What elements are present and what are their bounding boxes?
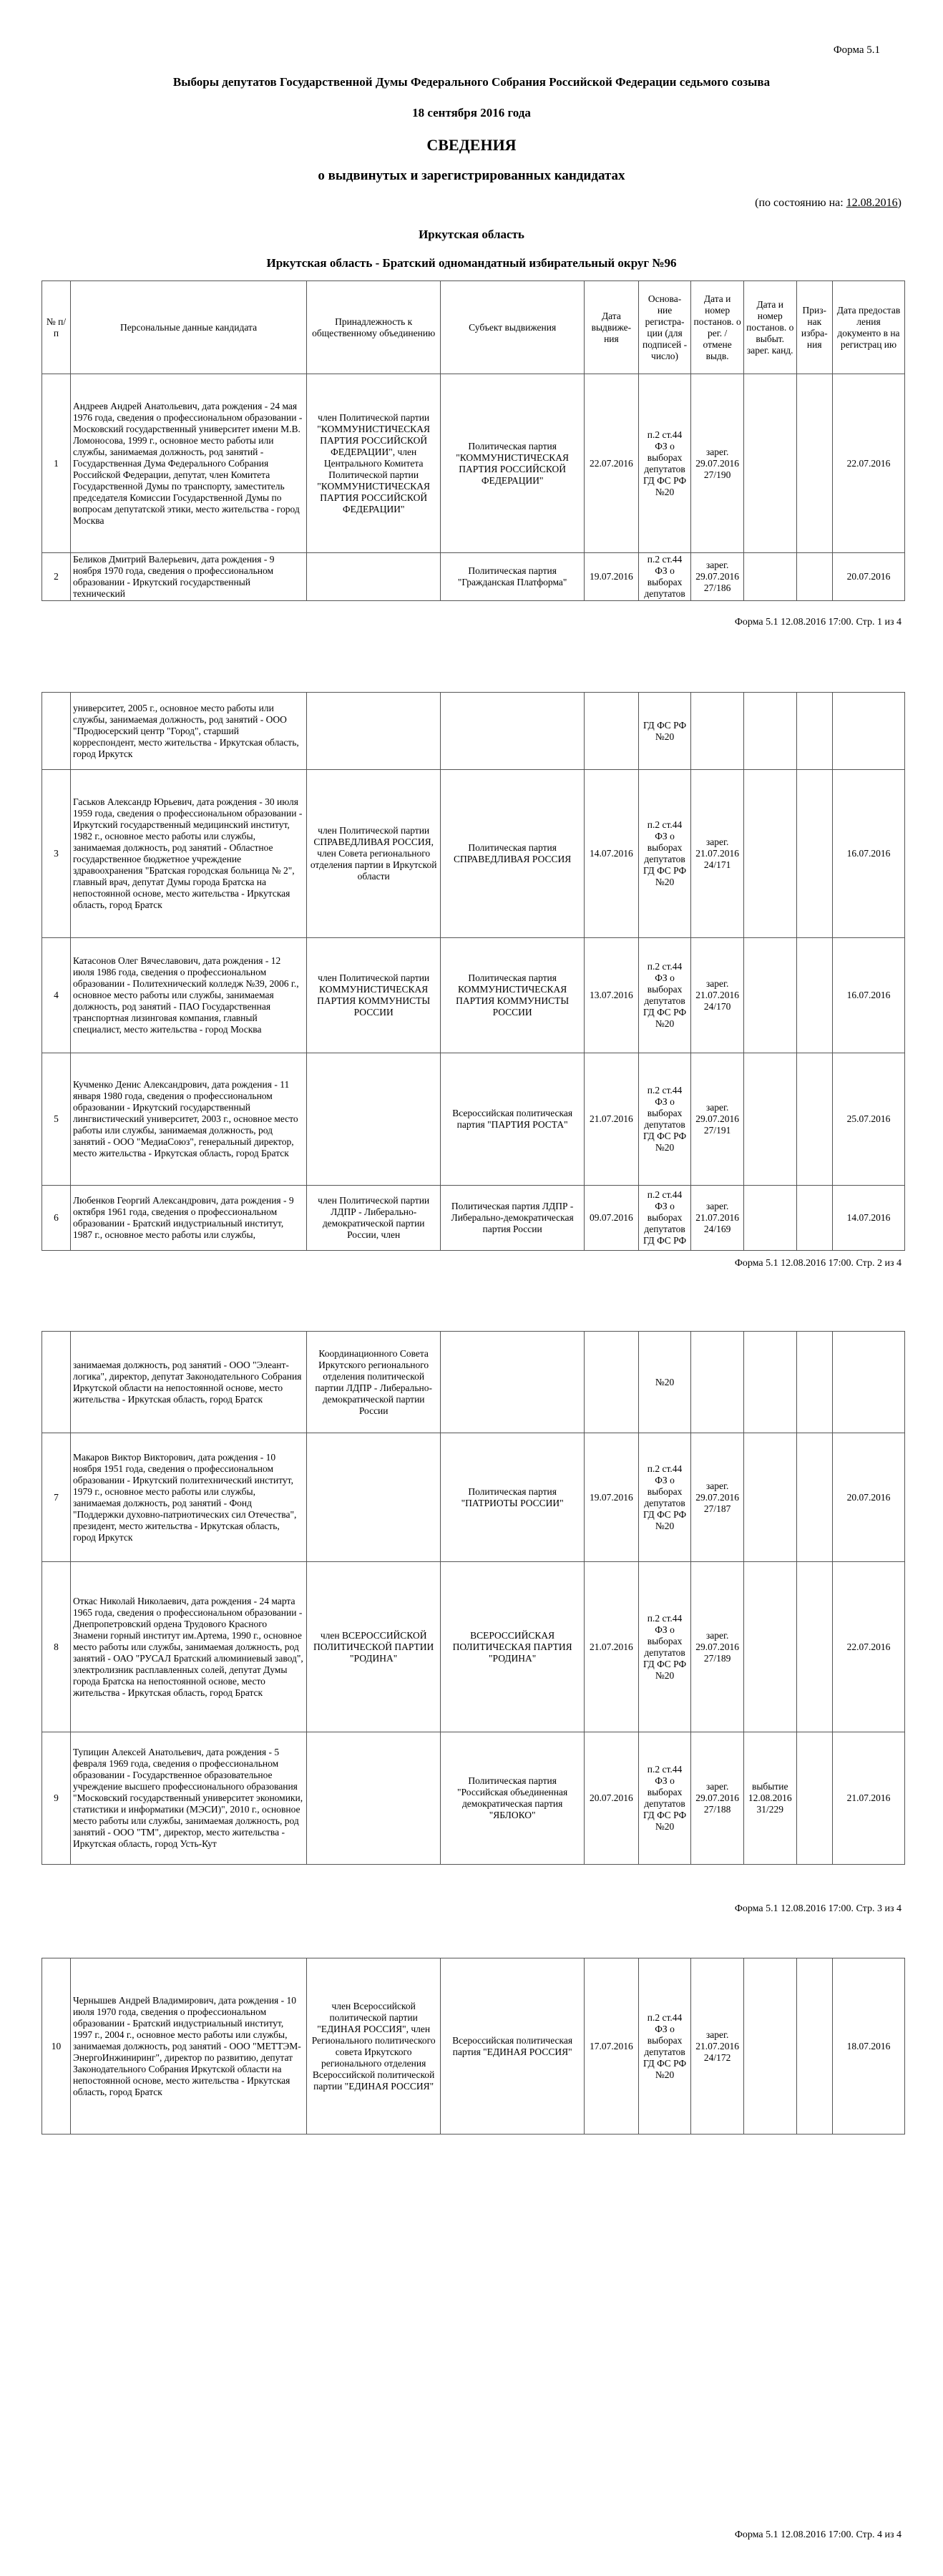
table-row — [42, 1562, 905, 1732]
nomination-date: 17.07.2016 — [585, 1958, 639, 2135]
nominating-subject: Всероссийская политическая партия "ЕДИНАЯ РОССИЯ" — [441, 1958, 585, 2135]
row-number: 2 — [42, 553, 71, 601]
party-affiliation: Координационного Совета Иркутского регионального отделения политической партии ЛДПР - Либерально-демократической партии России — [307, 1332, 441, 1433]
table-header-row — [42, 281, 905, 374]
elected-flag — [796, 374, 832, 553]
documents-date: 22.07.2016 — [833, 1562, 905, 1732]
party-affiliation: член ВСЕРОССИЙСКОЙ ПОЛИТИЧЕСКОЙ ПАРТИИ "РОДИНА" — [307, 1562, 441, 1732]
candidate-personal-data: занимаемая должность, род занятий - ООО "Элеант-логика", директор, депутат Законодательного Собрания Иркутской области на непостоянной основе, место жительства - Иркутская область, город Братск — [70, 1332, 306, 1433]
candidate-personal-data: Гаськов Александр Юрьевич, дата рождения - 30 июля 1959 года, сведения о профессиональном образовании - Иркутский государственный медицинский институт, 1982 г., основное место работы или службы, занимаемая должность, род занятий - Областное государственное бюджетное учреждение здравоохранения "Братская городская больница № 2", главный врач, депутат Думы города Братска на непостоянной основе, место жительства - Иркутская область, город Братск — [70, 770, 306, 938]
nomination-date — [585, 1332, 639, 1433]
nomination-date: 09.07.2016 — [585, 1186, 639, 1251]
page-footer-3: Форма 5.1 12.08.2016 17:00. Стр. 3 из 4 — [734, 1903, 902, 1914]
registration-decision: зарег. 29.07.2016 27/187 — [691, 1433, 744, 1562]
nomination-date: 22.07.2016 — [585, 374, 639, 553]
registration-decision: зарег. 29.07.2016 27/188 — [691, 1732, 744, 1865]
row-number: 10 — [42, 1958, 71, 2135]
party-affiliation: член Политической партии ЛДПР - Либерально-демократической партии России, член — [307, 1186, 441, 1251]
row-number: 5 — [42, 1053, 71, 1186]
row-number — [42, 693, 71, 770]
candidates-table-page-3 — [41, 1331, 905, 1865]
table-row — [42, 374, 905, 553]
district-name: Иркутская область - Братский одномандатный избирательный округ №96 — [266, 256, 677, 270]
registration-decision: зарег. 29.07.2016 27/190 — [691, 374, 744, 553]
row-number: 1 — [42, 374, 71, 553]
table-row — [42, 1433, 905, 1562]
candidates-table-page-1 — [41, 280, 905, 601]
registration-basis: п.2 ст.44 ФЗ о выборах депутатов ГД ФС РФ №20 — [638, 770, 691, 938]
registration-basis: п.2 ст.44 ФЗ о выборах депутатов ГД ФС РФ №20 — [638, 1053, 691, 1186]
election-date: 18 сентября 2016 года — [412, 106, 531, 119]
table-row — [42, 693, 905, 770]
nomination-date: 13.07.2016 — [585, 938, 639, 1053]
nomination-date: 14.07.2016 — [585, 770, 639, 938]
candidate-personal-data: Беликов Дмитрий Валерьевич, дата рождения - 9 ноября 1970 года, сведения о профессиональном образовании - Иркутский государственный технический — [70, 553, 306, 601]
column-header: № п/п — [42, 281, 71, 374]
withdrawal-decision — [743, 553, 796, 601]
page-footer-1: Форма 5.1 12.08.2016 17:00. Стр. 1 из 4 — [734, 617, 902, 628]
candidate-personal-data: университет, 2005 г., основное место работы или службы, занимаемая должность, род занятий - ООО "Продюсерский центр "Город", старший корреспондент, место жительства - Иркутская область, город Иркутск — [70, 693, 306, 770]
documents-date: 16.07.2016 — [833, 938, 905, 1053]
party-affiliation — [307, 553, 441, 601]
column-header: Основа-ние регистра-ции (для подписей - число) — [638, 281, 691, 374]
documents-date: 14.07.2016 — [833, 1186, 905, 1251]
withdrawal-decision — [743, 1186, 796, 1251]
nomination-date: 19.07.2016 — [585, 553, 639, 601]
table-row — [42, 553, 905, 601]
nominating-subject: Политическая партия КОММУНИСТИЧЕСКАЯ ПАРТИЯ КОММУНИСТЫ РОССИИ — [441, 938, 585, 1053]
row-number: 6 — [42, 1186, 71, 1251]
nominating-subject — [441, 1332, 585, 1433]
registration-basis: ГД ФС РФ №20 — [638, 693, 691, 770]
nominating-subject: Политическая партия "КОММУНИСТИЧЕСКАЯ ПАРТИЯ РОССИЙСКОЙ ФЕДЕРАЦИИ" — [441, 374, 585, 553]
nominating-subject: Всероссийская политическая партия "ПАРТИЯ РОСТА" — [441, 1053, 585, 1186]
column-header: Субъект выдвижения — [441, 281, 585, 374]
registration-basis: п.2 ст.44 ФЗ о выборах депутатов ГД ФС РФ №20 — [638, 1433, 691, 1562]
registration-basis: №20 — [638, 1332, 691, 1433]
registration-decision: зарег. 21.07.2016 24/170 — [691, 938, 744, 1053]
candidates-table-page-2 — [41, 692, 905, 1251]
column-header: Дата и номер постанов. о рег. / отмене выдв. — [691, 281, 744, 374]
withdrawal-decision — [743, 770, 796, 938]
column-header: Дата и номер постанов. о выбыт. зарег. канд. — [743, 281, 796, 374]
withdrawal-decision: выбытие 12.08.2016 31/229 — [743, 1732, 796, 1865]
party-affiliation — [307, 693, 441, 770]
page-footer-4: Форма 5.1 12.08.2016 17:00. Стр. 4 из 4 — [734, 2529, 902, 2540]
registration-decision — [691, 1332, 744, 1433]
party-affiliation: член Политической партии "КОММУНИСТИЧЕСКАЯ ПАРТИЯ РОССИЙСКОЙ ФЕДЕРАЦИИ", член Центрального Комитета Политической партии "КОММУНИСТИЧЕСКАЯ ПАРТИЯ РОССИЙСКОЙ ФЕДЕРАЦИИ" — [307, 374, 441, 553]
documents-date: 25.07.2016 — [833, 1053, 905, 1186]
as-of-date: (по состоянию на: 12.08.2016) — [755, 197, 902, 209]
party-affiliation: член Политической партии КОММУНИСТИЧЕСКАЯ ПАРТИЯ КОММУНИСТЫ РОССИИ — [307, 938, 441, 1053]
row-number: 3 — [42, 770, 71, 938]
registration-basis: п.2 ст.44 ФЗ о выборах депутатов ГД ФС РФ №20 — [638, 1562, 691, 1732]
page-footer-2: Форма 5.1 12.08.2016 17:00. Стр. 2 из 4 — [734, 1258, 902, 1269]
row-number: 7 — [42, 1433, 71, 1562]
candidate-personal-data: Катасонов Олег Вячеславович, дата рождения - 12 июля 1986 года, сведения о профессиональном образовании - Политехнический колледж №39, 2006 г., основное место работы или службы, занимаемая должность, род занятий - ПАО Государственная транспортная лизинговая компания, главный специалист, место жительства - город Москва — [70, 938, 306, 1053]
registration-basis: п.2 ст.44 ФЗ о выборах депутатов ГД ФС РФ №20 — [638, 938, 691, 1053]
registration-decision: зарег. 21.07.2016 24/169 — [691, 1186, 744, 1251]
registration-decision: зарег. 29.07.2016 27/191 — [691, 1053, 744, 1186]
table-row — [42, 1332, 905, 1433]
nomination-date — [585, 693, 639, 770]
column-header: Дата выдвиже-ния — [585, 281, 639, 374]
candidate-personal-data: Откас Николай Николаевич, дата рождения - 24 марта 1965 года, сведения о профессиональном образовании - Днепропетровский ордена Трудового Красного Знамени горный институт им.Артема, 1990 г., основное место работы или службы, занимаемая должность, род занятий - ОАО "РУСАЛ Братский алюминиевый завод", электролизник расплавленных солей, депутат Думы города Братска на непостоянной основе, место жительства - Иркутская область, город Братск — [70, 1562, 306, 1732]
table-row — [42, 1186, 905, 1251]
registration-decision: зарег. 29.07.2016 27/186 — [691, 553, 744, 601]
candidate-personal-data: Макаров Виктор Викторович, дата рождения - 10 ноября 1951 года, сведения о профессиональном образовании - Иркутский политехнический институт, 1979 г., основное место работы или службы, занимаемая должность, род занятий - Фонд "Поддержки духовно-патриотических сил Отечества", президент, место жительства - Иркутская область, город Иркутск — [70, 1433, 306, 1562]
row-number: 8 — [42, 1562, 71, 1732]
withdrawal-decision — [743, 1958, 796, 2135]
title-main: СВЕДЕНИЯ — [426, 136, 517, 154]
nominating-subject: Политическая партия "Гражданская Платформа" — [441, 553, 585, 601]
elected-flag — [796, 1053, 832, 1186]
table-row — [42, 938, 905, 1053]
party-affiliation — [307, 1433, 441, 1562]
row-number: 9 — [42, 1732, 71, 1865]
registration-decision: зарег. 29.07.2016 27/189 — [691, 1562, 744, 1732]
column-header: Приз-нак избра-ния — [796, 281, 832, 374]
elected-flag — [796, 938, 832, 1053]
registration-basis: п.2 ст.44 ФЗ о выборах депутатов ГД ФС РФ №20 — [638, 1732, 691, 1865]
column-header: Принадлежность к общественному объединению — [307, 281, 441, 374]
party-affiliation: член Политической партии СПРАВЕДЛИВАЯ РОССИЯ, член Совета регионального отделения партии в Иркутской области — [307, 770, 441, 938]
candidate-personal-data: Тупицин Алексей Анатольевич, дата рождения - 5 февраля 1969 года, сведения о профессиональном образовании - Государственное образовательное учреждение высшего профессионального образования "Московский государственный университет экономики, статистики и информатики (МЭСИ)", 2010 г., основное место работы или службы, занимаемая должность, род занятий - ООО "ТМ", директор, место жительства - Иркутская область, город Усть-Кут — [70, 1732, 306, 1865]
elected-flag — [796, 693, 832, 770]
elected-flag — [796, 770, 832, 938]
documents-date: 20.07.2016 — [833, 1433, 905, 1562]
nomination-date: 21.07.2016 — [585, 1053, 639, 1186]
candidate-personal-data: Любенков Георгий Александрович, дата рождения - 9 октября 1961 года, сведения о профессиональном образовании - Братский индустриальный институт, 1987 г., основное место работы или службы, — [70, 1186, 306, 1251]
candidate-personal-data: Кучменко Денис Александрович, дата рождения - 11 января 1980 года, сведения о профессиональном образовании - Иркутский государственный лингвистический университет, 2003 г., основное место работы или службы, занимаемая должность, род занятий - ООО "МедиаСоюз", генеральный директор, место жительства - Иркутская область, город Братск — [70, 1053, 306, 1186]
document-title: Выборы депутатов Государственной Думы Федерального Собрания Российской Федерации седьмого созыва — [172, 75, 771, 89]
nominating-subject: Политическая партия ЛДПР - Либерально-демократическая партия России — [441, 1186, 585, 1251]
candidates-table-page-4 — [41, 1958, 905, 2135]
column-header: Персональные данные кандидата — [70, 281, 306, 374]
party-affiliation — [307, 1053, 441, 1186]
withdrawal-decision — [743, 1332, 796, 1433]
withdrawal-decision — [743, 1053, 796, 1186]
elected-flag — [796, 1433, 832, 1562]
elected-flag — [796, 1562, 832, 1732]
nominating-subject: Политическая партия "ПАТРИОТЫ РОССИИ" — [441, 1433, 585, 1562]
nomination-date: 20.07.2016 — [585, 1732, 639, 1865]
withdrawal-decision — [743, 1433, 796, 1562]
table-row — [42, 1732, 905, 1865]
documents-date — [833, 1332, 905, 1433]
row-number — [42, 1332, 71, 1433]
registration-basis: п.2 ст.44 ФЗ о выборах депутатов — [638, 553, 691, 601]
elected-flag — [796, 1186, 832, 1251]
withdrawal-decision — [743, 1562, 796, 1732]
withdrawal-decision — [743, 938, 796, 1053]
registration-decision — [691, 693, 744, 770]
registration-decision: зарег. 21.07.2016 24/172 — [691, 1958, 744, 2135]
elected-flag — [796, 1958, 832, 2135]
region-name: Иркутская область — [419, 228, 524, 241]
registration-decision: зарег. 21.07.2016 24/171 — [691, 770, 744, 938]
documents-date: 22.07.2016 — [833, 374, 905, 553]
elected-flag — [796, 1332, 832, 1433]
candidate-personal-data: Андреев Андрей Анатольевич, дата рождения - 24 мая 1976 года, сведения о профессиональном образовании - Московский государственный университет имени М.В. Ломоносова, 1999 г., основное место работы или службы, занимаемая должность, род занятий - Государственная Дума Федерального Собрания Российской Федерации, депутат, член Комитета Государственной Думы по транспорту, заместитель председателя Комиссии Государственной Думы по вопросам депутатской этики, место жительства - город Москва — [70, 374, 306, 553]
candidate-personal-data: Чернышев Андрей Владимирович, дата рождения - 10 июля 1970 года, сведения о профессиональном образовании - Братский индустриальный институт, 1997 г., 2004 г., основное место работы или службы, занимаемая должность, род занятий - ООО "МЕТТЭМ-ЭнергоИнжиниринг", директор по развитию, депутат Законодательного Собрания Иркутской области на непостоянной основе, место жительства - Иркутская область, город Братск — [70, 1958, 306, 2135]
withdrawal-decision — [743, 374, 796, 553]
documents-date: 21.07.2016 — [833, 1732, 905, 1865]
registration-basis: п.2 ст.44 ФЗ о выборах депутатов ГД ФС РФ №20 — [638, 374, 691, 553]
elected-flag — [796, 1732, 832, 1865]
form-label: Форма 5.1 — [833, 44, 880, 56]
withdrawal-decision — [743, 693, 796, 770]
nominating-subject: Политическая партия "Российская объединенная демократическая партия "ЯБЛОКО" — [441, 1732, 585, 1865]
registration-basis: п.2 ст.44 ФЗ о выборах депутатов ГД ФС РФ — [638, 1186, 691, 1251]
nominating-subject — [441, 693, 585, 770]
table-row — [42, 770, 905, 938]
documents-date: 18.07.2016 — [833, 1958, 905, 2135]
nominating-subject: Политическая партия СПРАВЕДЛИВАЯ РОССИЯ — [441, 770, 585, 938]
elected-flag — [796, 553, 832, 601]
documents-date: 16.07.2016 — [833, 770, 905, 938]
table-row — [42, 1958, 905, 2135]
documents-date — [833, 693, 905, 770]
party-affiliation — [307, 1732, 441, 1865]
column-header: Дата предостав ления документо в на регистрац ию — [833, 281, 905, 374]
title-sub: о выдвинутых и зарегистрированных кандидатах — [318, 168, 625, 183]
party-affiliation: член Всероссийской политической партии "ЕДИНАЯ РОССИЯ", член Регионального политического совета Иркутского регионального отделения Всероссийской политической партии "ЕДИНАЯ РОССИЯ" — [307, 1958, 441, 2135]
nomination-date: 19.07.2016 — [585, 1433, 639, 1562]
table-row — [42, 1053, 905, 1186]
documents-date: 20.07.2016 — [833, 553, 905, 601]
row-number: 4 — [42, 938, 71, 1053]
nomination-date: 21.07.2016 — [585, 1562, 639, 1732]
registration-basis: п.2 ст.44 ФЗ о выборах депутатов ГД ФС РФ №20 — [638, 1958, 691, 2135]
nominating-subject: ВСЕРОССИЙСКАЯ ПОЛИТИЧЕСКАЯ ПАРТИЯ "РОДИНА" — [441, 1562, 585, 1732]
